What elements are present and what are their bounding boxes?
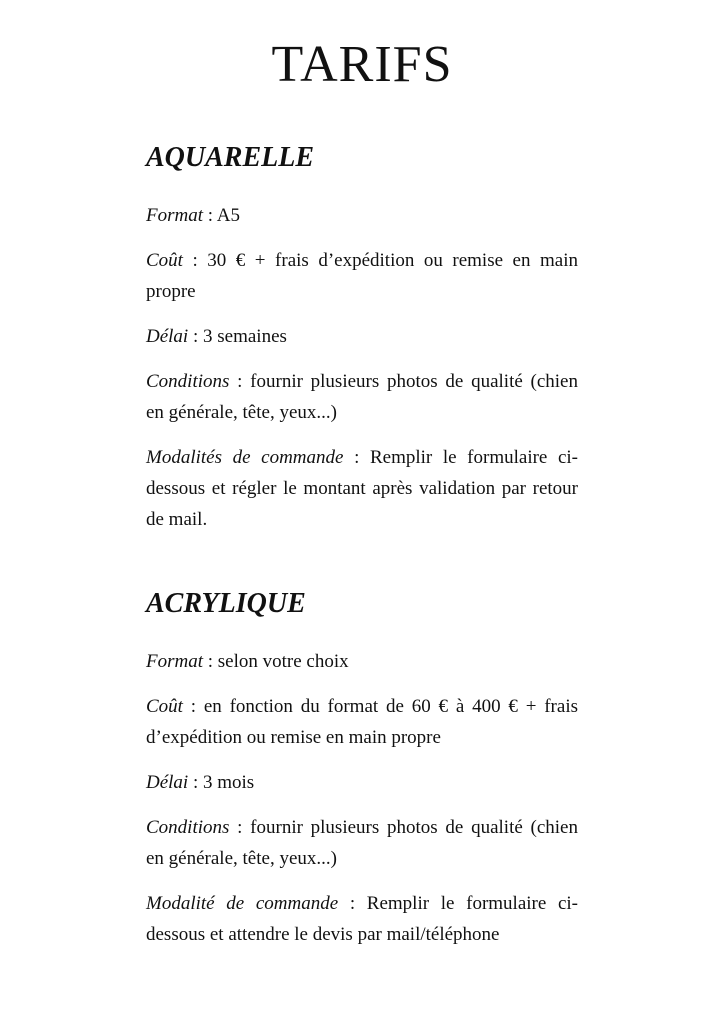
aquarelle-format [146, 200, 578, 231]
field-label: Format [146, 651, 203, 672]
aquarelle-delai [146, 321, 578, 352]
field-label: Coût [146, 696, 183, 717]
field-label: Conditions [146, 371, 230, 392]
acrylique-modalite [146, 888, 578, 950]
field-label: Coût [146, 250, 183, 271]
field-value: : 3 semaines [188, 326, 287, 347]
field-label: Conditions [146, 817, 230, 838]
aquarelle-modalites [146, 442, 578, 535]
field-value: : fournir plusieurs photos de qualité (chien en générale, tête, yeux...) [146, 371, 578, 423]
field-value: : A5 [203, 205, 240, 226]
field-label: Modalité de commande [146, 893, 339, 914]
acrylique-cout [146, 691, 578, 753]
acrylique-conditions [146, 812, 578, 874]
section-heading-aquarelle: AQUARELLE [146, 142, 315, 173]
page-title: TARIFS [271, 36, 453, 93]
section-acrylique [146, 586, 578, 964]
field-value: : Remplir le formulaire ci-dessous et régler le montant après validation par retour de mail. [146, 447, 579, 530]
field-value: : fournir plusieurs photos de qualité (chien en générale, tête, yeux...) [146, 817, 578, 869]
field-value: : 30 € + frais d’expédition ou remise en main propre [146, 250, 578, 302]
field-label: Délai [146, 326, 189, 347]
field-value: : selon votre choix [203, 651, 349, 672]
section-heading-acrylique: ACRYLIQUE [146, 588, 306, 619]
field-value: : 3 mois [188, 772, 255, 793]
field-value: : en fonction du format de 60 € à 400 € + frais d’expédition ou remise en main propre [146, 696, 578, 748]
field-label: Format [146, 205, 203, 226]
acrylique-delai [146, 767, 578, 798]
field-label: Délai [146, 772, 189, 793]
section-aquarelle [146, 140, 578, 549]
field-value: : Remplir le formulaire ci-dessous et attendre le devis par mail/téléphone [146, 893, 579, 945]
aquarelle-conditions [146, 366, 578, 428]
field-label: Modalités de commande [146, 447, 344, 468]
aquarelle-cout [146, 245, 578, 307]
acrylique-format [146, 646, 578, 677]
